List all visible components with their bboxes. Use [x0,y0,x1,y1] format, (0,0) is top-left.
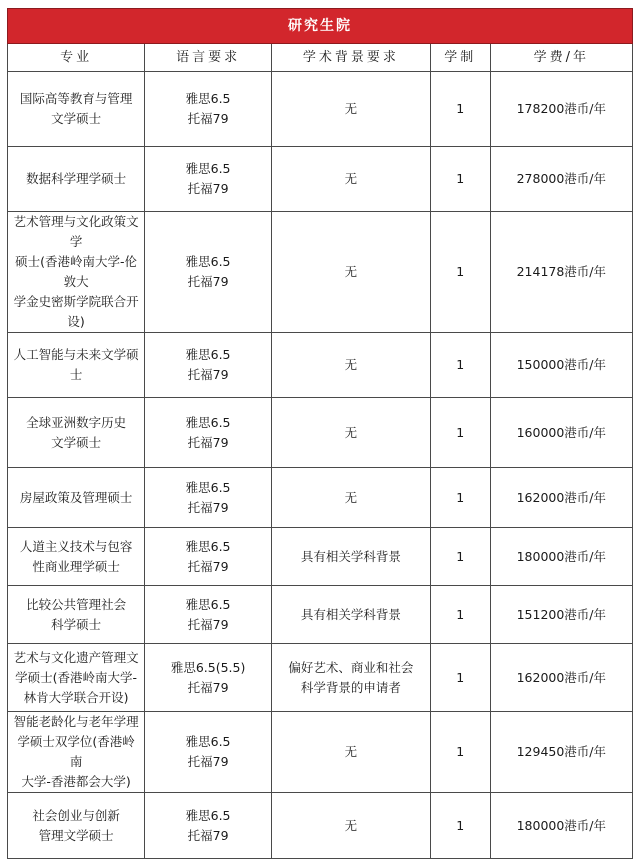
background-cell-line: 无 [344,101,358,116]
language-cell-line: 托福79 [187,499,229,515]
background-cell [272,398,431,468]
table-body [8,72,633,859]
background-cell-line: 科学背景的申请者 [300,679,401,695]
major-cell-line: 硕士(香港岭南大学-伦敦大 [15,254,138,289]
duration-cell: 1 [430,398,490,468]
language-cell-line: 雅思6.5(5.5) [170,659,246,675]
tuition-cell: 162000港币/年 [490,468,632,528]
language-cell [145,72,272,147]
major-cell [8,212,145,333]
language-cell-line: 雅思6.5 [185,734,231,749]
header-major: 专业 [8,44,145,72]
major-cell-line: 国际高等教育与管理 [19,91,133,106]
background-cell-line: 无 [344,744,358,759]
language-cell-line: 雅思6.5 [185,254,231,269]
table-title-row [8,9,633,44]
major-cell [8,793,145,859]
tuition-cell: 162000港币/年 [490,644,632,712]
tuition-cell: 151200港币/年 [490,586,632,644]
duration-cell: 1 [430,586,490,644]
major-cell-line: 数据科学理学硕士 [26,171,127,186]
table-title: 研究生院 [8,9,633,44]
table-row [8,793,633,859]
language-cell-line: 雅思6.5 [185,596,231,612]
major-cell [8,468,145,528]
tuition-cell: 180000港币/年 [490,528,632,586]
major-cell [8,586,145,644]
header-language: 语言要求 [145,44,272,72]
background-cell [272,586,431,644]
graduate-programs-table [7,8,633,859]
header-tuition: 学费/年 [490,44,632,72]
duration-cell: 1 [430,712,490,793]
table-row [8,147,633,212]
header-duration: 学制 [430,44,490,72]
language-cell-line: 雅思6.5 [185,161,231,176]
major-cell-line: 性商业理学硕士 [32,558,120,574]
background-cell [272,212,431,333]
language-cell-line: 雅思6.5 [185,91,231,106]
major-cell-line: 学金史密斯学院联合开设) [13,294,139,329]
major-cell-line: 大学-香港都会大学) [21,774,131,789]
background-cell-line: 无 [344,264,358,279]
language-cell [145,712,272,793]
major-cell-line: 科学硕士 [51,616,102,632]
language-cell-line: 托福79 [187,367,229,382]
major-cell [8,147,145,212]
language-cell [145,793,272,859]
major-cell-line: 林肯大学联合开设) [23,689,129,705]
major-cell [8,72,145,147]
major-cell-line: 全球亚洲数字历史 [26,414,127,430]
language-cell [145,333,272,398]
language-cell [145,147,272,212]
table-row [8,528,633,586]
tuition-cell: 178200港币/年 [490,72,632,147]
background-cell-line: 无 [344,171,358,186]
duration-cell: 1 [430,333,490,398]
tuition-cell: 129450港币/年 [490,712,632,793]
major-cell [8,712,145,793]
language-cell-line: 托福79 [187,616,229,632]
duration-cell: 1 [430,528,490,586]
duration-cell: 1 [430,212,490,333]
language-cell-line: 托福79 [187,434,229,450]
language-cell-line: 托福79 [187,274,229,289]
background-cell-line: 具有相关学科背景 [300,548,401,564]
table-row [8,468,633,528]
table-row [8,212,633,333]
major-cell [8,333,145,398]
major-cell-line: 学硕士双学位(香港岭南 [17,734,135,769]
language-cell-line: 托福79 [187,754,229,769]
major-cell-line: 人工智能与未来文学硕士 [13,347,139,382]
table-row [8,333,633,398]
header-background: 学术背景要求 [272,44,431,72]
major-cell-line: 艺术管理与文化政策文学 [13,214,139,249]
duration-cell: 1 [430,793,490,859]
background-cell [272,333,431,398]
language-cell-line: 雅思6.5 [185,347,231,362]
language-cell-line: 托福79 [187,111,229,126]
major-cell-line: 社会创业与创新 [32,807,120,823]
background-cell-line: 偏好艺术、商业和社会 [288,659,414,675]
background-cell-line: 无 [344,424,358,440]
background-cell-line: 无 [344,357,358,372]
language-cell-line: 托福79 [187,558,229,574]
major-cell-line: 管理文学硕士 [38,827,114,843]
language-cell-line: 托福79 [187,827,229,843]
major-cell-line: 比较公共管理社会 [26,596,127,612]
major-cell-line: 学硕士(香港岭南大学- [15,669,138,685]
language-cell [145,398,272,468]
language-cell-line: 雅思6.5 [185,414,231,430]
background-cell [272,793,431,859]
major-cell-line: 房屋政策及管理硕士 [19,489,133,505]
tuition-cell: 214178港币/年 [490,212,632,333]
background-cell [272,528,431,586]
table-row [8,586,633,644]
table-container [7,8,633,859]
tuition-cell: 150000港币/年 [490,333,632,398]
language-cell [145,212,272,333]
major-cell-line: 人道主义技术与包容 [19,538,133,554]
major-cell [8,644,145,712]
language-cell [145,644,272,712]
background-cell [272,147,431,212]
language-cell-line: 雅思6.5 [185,538,231,554]
tuition-cell: 278000港币/年 [490,147,632,212]
table-row [8,712,633,793]
language-cell [145,586,272,644]
major-cell-line: 文学硕士 [51,111,102,126]
table-row [8,644,633,712]
duration-cell: 1 [430,644,490,712]
header-row [8,44,633,72]
background-cell [272,644,431,712]
language-cell [145,468,272,528]
language-cell-line: 托福79 [187,679,229,695]
major-cell-line: 智能老龄化与老年学理 [13,714,139,729]
major-cell-line: 文学硕士 [51,434,102,450]
background-cell [272,72,431,147]
language-cell-line: 雅思6.5 [185,807,231,823]
background-cell-line: 无 [344,489,358,505]
background-cell-line: 具有相关学科背景 [300,606,401,622]
tuition-cell: 160000港币/年 [490,398,632,468]
language-cell-line: 托福79 [187,181,229,196]
major-cell-line: 艺术与文化遗产管理文 [13,649,139,665]
table-row [8,398,633,468]
language-cell-line: 雅思6.5 [185,479,231,495]
major-cell [8,528,145,586]
language-cell [145,528,272,586]
background-cell [272,712,431,793]
table-row [8,72,633,147]
duration-cell: 1 [430,72,490,147]
background-cell-line: 无 [344,817,358,833]
major-cell [8,398,145,468]
duration-cell: 1 [430,468,490,528]
duration-cell: 1 [430,147,490,212]
tuition-cell: 180000港币/年 [490,793,632,859]
background-cell [272,468,431,528]
